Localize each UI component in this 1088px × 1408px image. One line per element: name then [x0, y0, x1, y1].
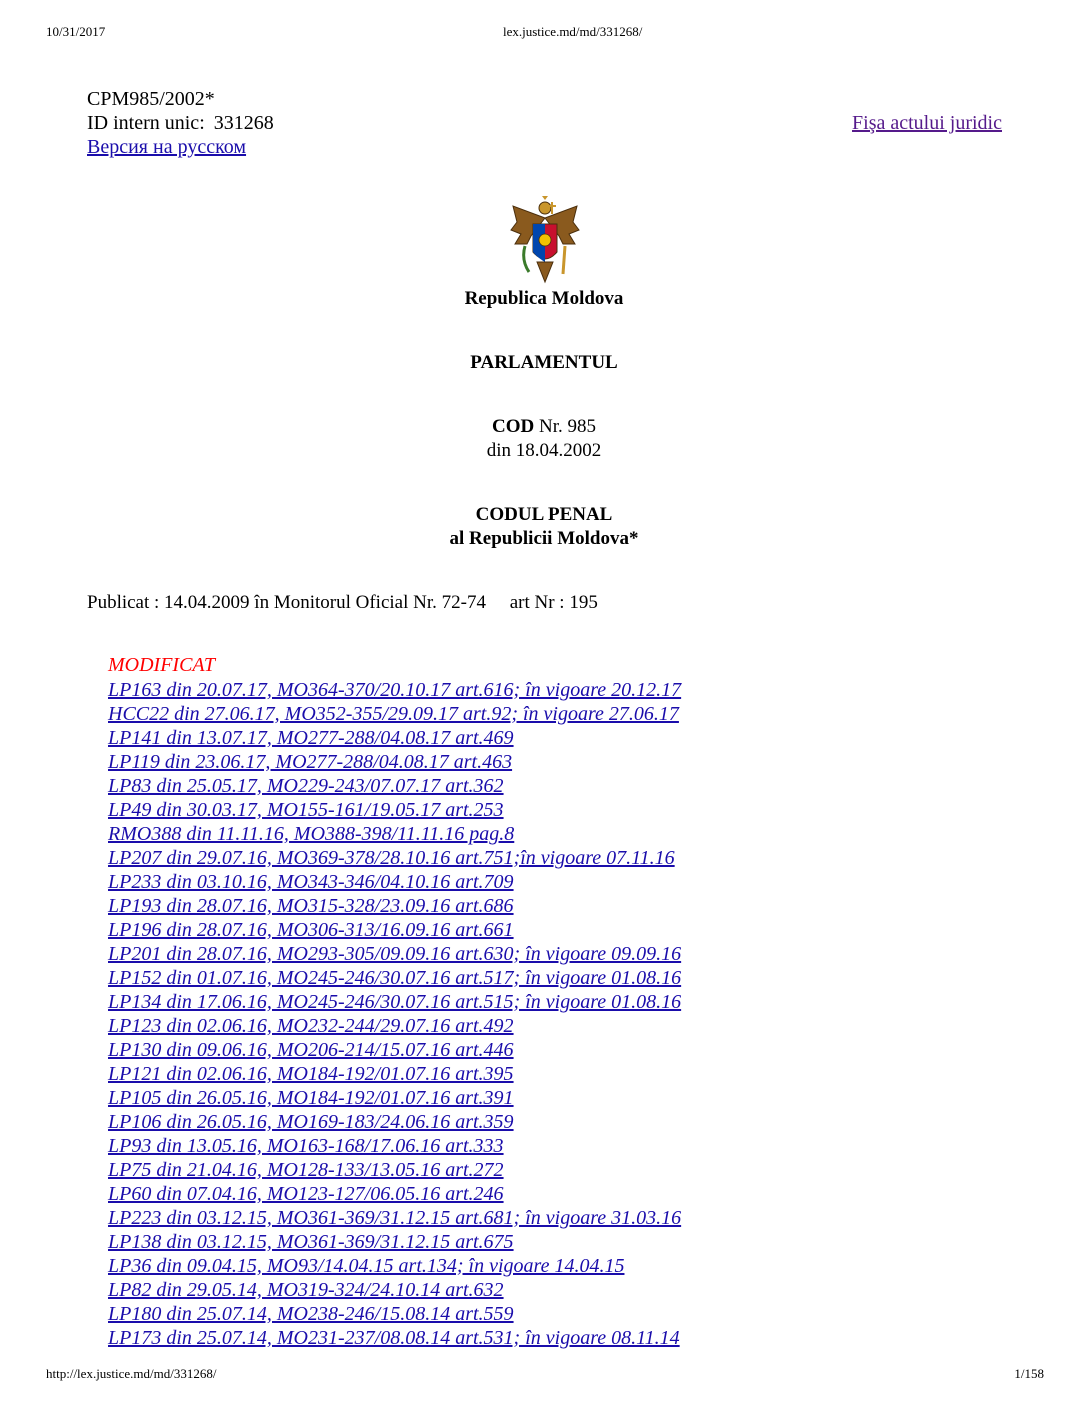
act-type-number [0, 416, 1088, 438]
act-subtitle: al Republicii Moldova* [449, 528, 639, 549]
moldova-coat-of-arms-icon [507, 196, 583, 286]
amendment-item [108, 678, 681, 702]
act-title: CODUL PENAL [475, 504, 613, 525]
amendment-item [108, 822, 681, 846]
page-number: 1/158 [1014, 1366, 1044, 1381]
amendment-item [108, 1110, 681, 1134]
amendment-item [108, 726, 681, 750]
amendment-item [108, 1302, 681, 1326]
legal-act-sheet-link[interactable]: Fişa actului juridic [852, 112, 1002, 134]
amendment-item [108, 966, 681, 990]
amendment-item [108, 1086, 681, 1110]
amendment-link[interactable]: LP207 din 29.07.16, MO369-378/28.10.16 art.751;în vigoare 07.11.16 [108, 847, 675, 869]
amendment-link[interactable]: LP106 din 26.05.16, MO169-183/24.06.16 art.359 [108, 1111, 514, 1133]
amendment-item [108, 918, 681, 942]
amendment-link[interactable]: LP141 din 13.07.17, MO277-288/04.08.17 art.469 [108, 727, 514, 749]
amendment-link[interactable]: LP83 din 25.05.17, MO229-243/07.07.17 art.362 [108, 775, 504, 797]
amendment-link[interactable]: HCC22 din 27.06.17, MO352-355/29.09.17 art.92; în vigoare 27.06.17 [108, 703, 679, 725]
amendment-link[interactable]: LP93 din 13.05.16, MO163-168/17.06.16 art.333 [108, 1135, 504, 1157]
amendment-link[interactable]: LP60 din 07.04.16, MO123-127/06.05.16 art.246 [108, 1183, 504, 1205]
amendment-link[interactable]: LP121 din 02.06.16, MO184-192/01.07.16 art.395 [108, 1063, 514, 1085]
modified-label: MODIFICAT [108, 654, 216, 676]
amendment-item [108, 702, 681, 726]
amendment-link[interactable]: LP180 din 25.07.14, MO238-246/15.08.14 art.559 [108, 1303, 514, 1325]
amendment-item [108, 990, 681, 1014]
amendment-item [108, 870, 681, 894]
amendment-item [108, 1062, 681, 1086]
institution-name: PARLAMENTUL [470, 352, 618, 373]
amendment-item [108, 1326, 681, 1350]
amendment-link[interactable]: LP173 din 25.07.14, MO231-237/08.08.14 art.531; în vigoare 08.11.14 [108, 1327, 680, 1349]
amendment-link[interactable]: LP196 din 28.07.16, MO306-313/16.09.16 art.661 [108, 919, 514, 941]
amendment-item [108, 1038, 681, 1062]
amendment-link[interactable]: LP36 din 09.04.15, MO93/14.04.15 art.134; în vigoare 14.04.15 [108, 1255, 625, 1277]
amendment-item [108, 1230, 681, 1254]
amendment-link[interactable]: LP123 din 02.06.16, MO232-244/29.07.16 art.492 [108, 1015, 514, 1037]
amendment-link[interactable]: LP152 din 01.07.16, MO245-246/30.07.16 art.517; în vigoare 01.08.16 [108, 967, 682, 989]
amendment-item [108, 750, 681, 774]
amendment-link[interactable]: LP233 din 03.10.16, MO343-346/04.10.16 art.709 [108, 871, 514, 893]
internal-id-value: 331268 [213, 112, 274, 134]
act-number: Nr. 985 [538, 416, 596, 437]
print-date: 10/31/2017 [46, 24, 106, 39]
country-name: Republica Moldova [464, 288, 624, 309]
amendment-item [108, 774, 681, 798]
amendment-item [108, 1206, 681, 1230]
amendment-link[interactable]: LP130 din 09.06.16, MO206-214/15.07.16 art.446 [108, 1039, 514, 1061]
amendment-item [108, 1158, 681, 1182]
amendment-link[interactable]: RMO388 din 11.11.16, MO388-398/11.11.16 pag.8 [108, 823, 515, 845]
amendment-link[interactable]: LP193 din 28.07.16, MO315-328/23.09.16 art.686 [108, 895, 514, 917]
amendments-list [108, 678, 681, 1350]
amendment-item [108, 894, 681, 918]
amendment-item [108, 798, 681, 822]
amendment-link[interactable]: LP138 din 03.12.15, MO361-369/31.12.15 art.675 [108, 1231, 514, 1253]
document-code: CPM985/2002* [87, 88, 215, 110]
amendment-link[interactable]: LP105 din 26.05.16, MO184-192/01.07.16 art.391 [108, 1087, 514, 1109]
amendment-link[interactable]: LP82 din 29.05.14, MO319-324/24.10.14 art.632 [108, 1279, 504, 1301]
act-type: COD [492, 416, 535, 437]
act-date: din 18.04.2002 [486, 440, 602, 461]
amendment-item [108, 1182, 681, 1206]
amendment-item [108, 1254, 681, 1278]
publication-info: Publicat : 14.04.2009 în Monitorul Oficial Nr. 72-74 art Nr : 195 [87, 592, 598, 613]
footer-url: http://lex.justice.md/md/331268/ [46, 1366, 217, 1381]
amendment-link[interactable]: LP75 din 21.04.16, MO128-133/13.05.16 art.272 [108, 1159, 504, 1181]
amendment-item [108, 846, 681, 870]
amendment-link[interactable]: LP223 din 03.12.15, MO361-369/31.12.15 art.681; în vigoare 31.03.16 [108, 1207, 682, 1229]
amendment-link[interactable]: LP163 din 20.07.17, MO364-370/20.10.17 art.616; în vigoare 20.12.17 [108, 679, 682, 701]
amendment-link[interactable]: LP134 din 17.06.16, MO245-246/30.07.16 art.515; în vigoare 01.08.16 [108, 991, 682, 1013]
amendment-item [108, 1134, 681, 1158]
amendment-item [108, 1014, 681, 1038]
amendment-item [108, 1278, 681, 1302]
internal-id [87, 112, 274, 135]
amendment-item [108, 942, 681, 966]
amendment-link[interactable]: LP119 din 23.06.17, MO277-288/04.08.17 art.463 [108, 751, 513, 773]
internal-id-label: ID intern unic: [87, 112, 205, 134]
russian-version-link[interactable]: Версия на русском [87, 136, 247, 158]
print-url: lex.justice.md/md/331268/ [503, 24, 643, 39]
amendment-link[interactable]: LP201 din 28.07.16, MO293-305/09.09.16 art.630; în vigoare 09.09.16 [108, 943, 682, 965]
amendment-link[interactable]: LP49 din 30.03.17, MO155-161/19.05.17 art.253 [108, 799, 504, 821]
